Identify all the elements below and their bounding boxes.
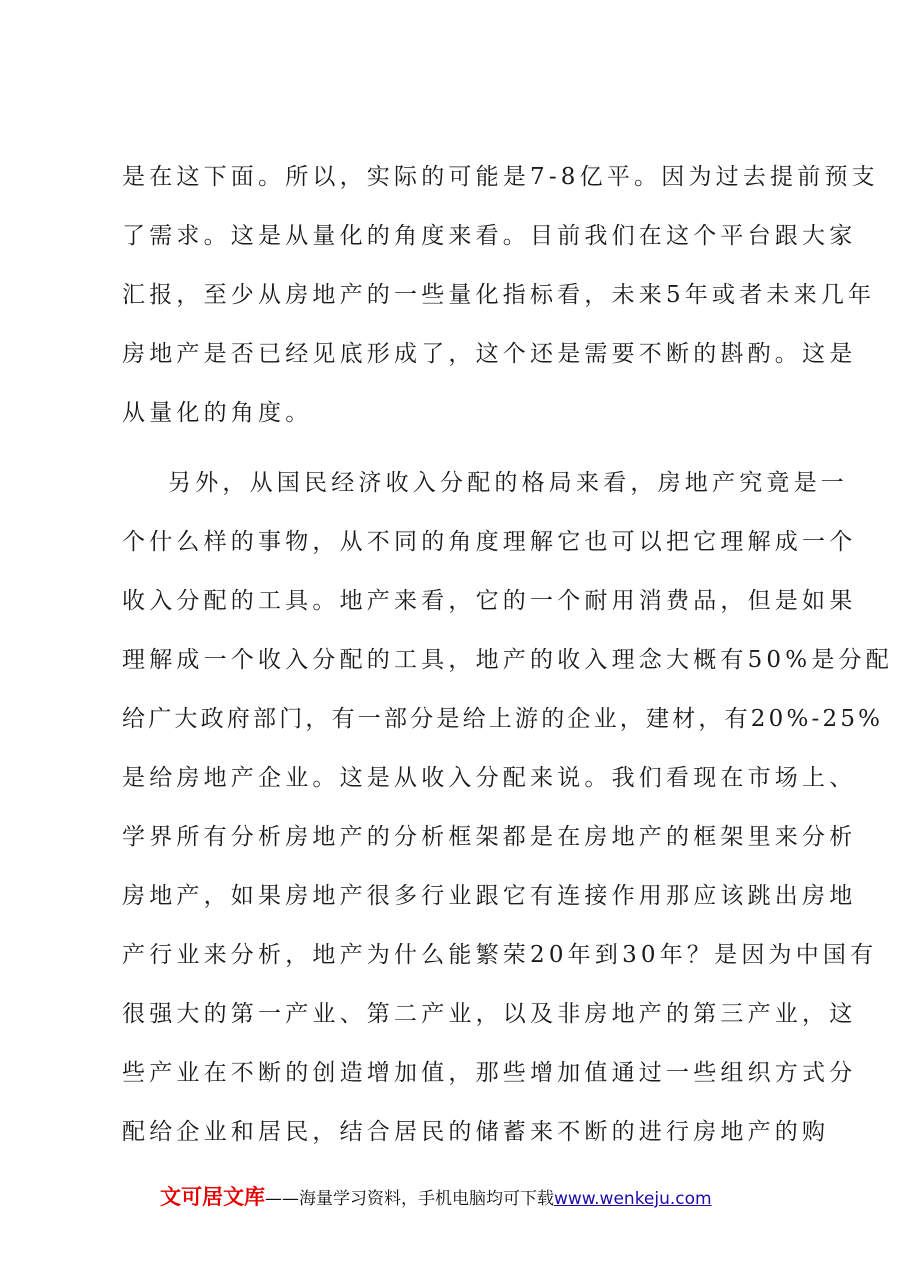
text-line: 理解成一个收入分配的工具，地产的收入理念大概有50%是分配 — [122, 647, 893, 673]
text-line: 产行业来分析，地产为什么能繁荣20年到30年？是因为中国有 — [122, 942, 878, 968]
text-line: 给广大政府部门，有一部分是给上游的企业，建材，有20%-25% — [122, 706, 884, 732]
text-line: 从量化的角度。 — [122, 400, 313, 426]
text-line: 房地产是否已经见底形成了，这个还是需要不断的斟酌。这是 — [122, 341, 857, 367]
text-line: 是在这下面。所以，实际的可能是7-8亿平。因为过去提前预支 — [122, 164, 879, 190]
text-line: 汇报，至少从房地产的一些量化指标看，未来5年或者未来几年 — [122, 282, 876, 308]
footer-brand: 文可居文库 — [160, 1185, 265, 1209]
text-line: 配给企业和居民，结合居民的储蓄来不断的进行房地产的购 — [122, 1119, 830, 1145]
text-line: 学界所有分析房地产的分析框架都是在房地产的框架里来分析 — [122, 824, 857, 850]
text-line: 了需求。这是从量化的角度来看。目前我们在这个平台跟大家 — [122, 223, 857, 249]
text-line: 个什么样的事物，从不同的角度理解它也可以把它理解成一个 — [122, 529, 857, 555]
document-body — [122, 148, 893, 1162]
footer-website-link[interactable]: www.wenkeju.com — [554, 1189, 712, 1209]
footer-banner — [160, 1180, 860, 1214]
text-line: 些产业在不断的创造增加值，那些增加值通过一些组织方式分 — [122, 1060, 857, 1086]
text-line: 收入分配的工具。地产来看，它的一个耐用消费品，但是如果 — [122, 588, 857, 614]
text-line: 是给房地产企业。这是从收入分配来说。我们看现在市场上、 — [122, 765, 857, 791]
paragraph-gap — [122, 443, 802, 454]
text-line: 房地产，如果房地产很多行业跟它有连接作用那应该跳出房地 — [122, 883, 857, 909]
text-line: 另外，从国民经济收入分配的格局来看，房地产究竟是一 — [168, 470, 848, 496]
text-line: 很强大的第一产业、第二产业，以及非房地产的第三产业，这 — [122, 1001, 857, 1027]
footer-slogan: ——海量学习资料，手机电脑均可下载 — [265, 1189, 554, 1209]
